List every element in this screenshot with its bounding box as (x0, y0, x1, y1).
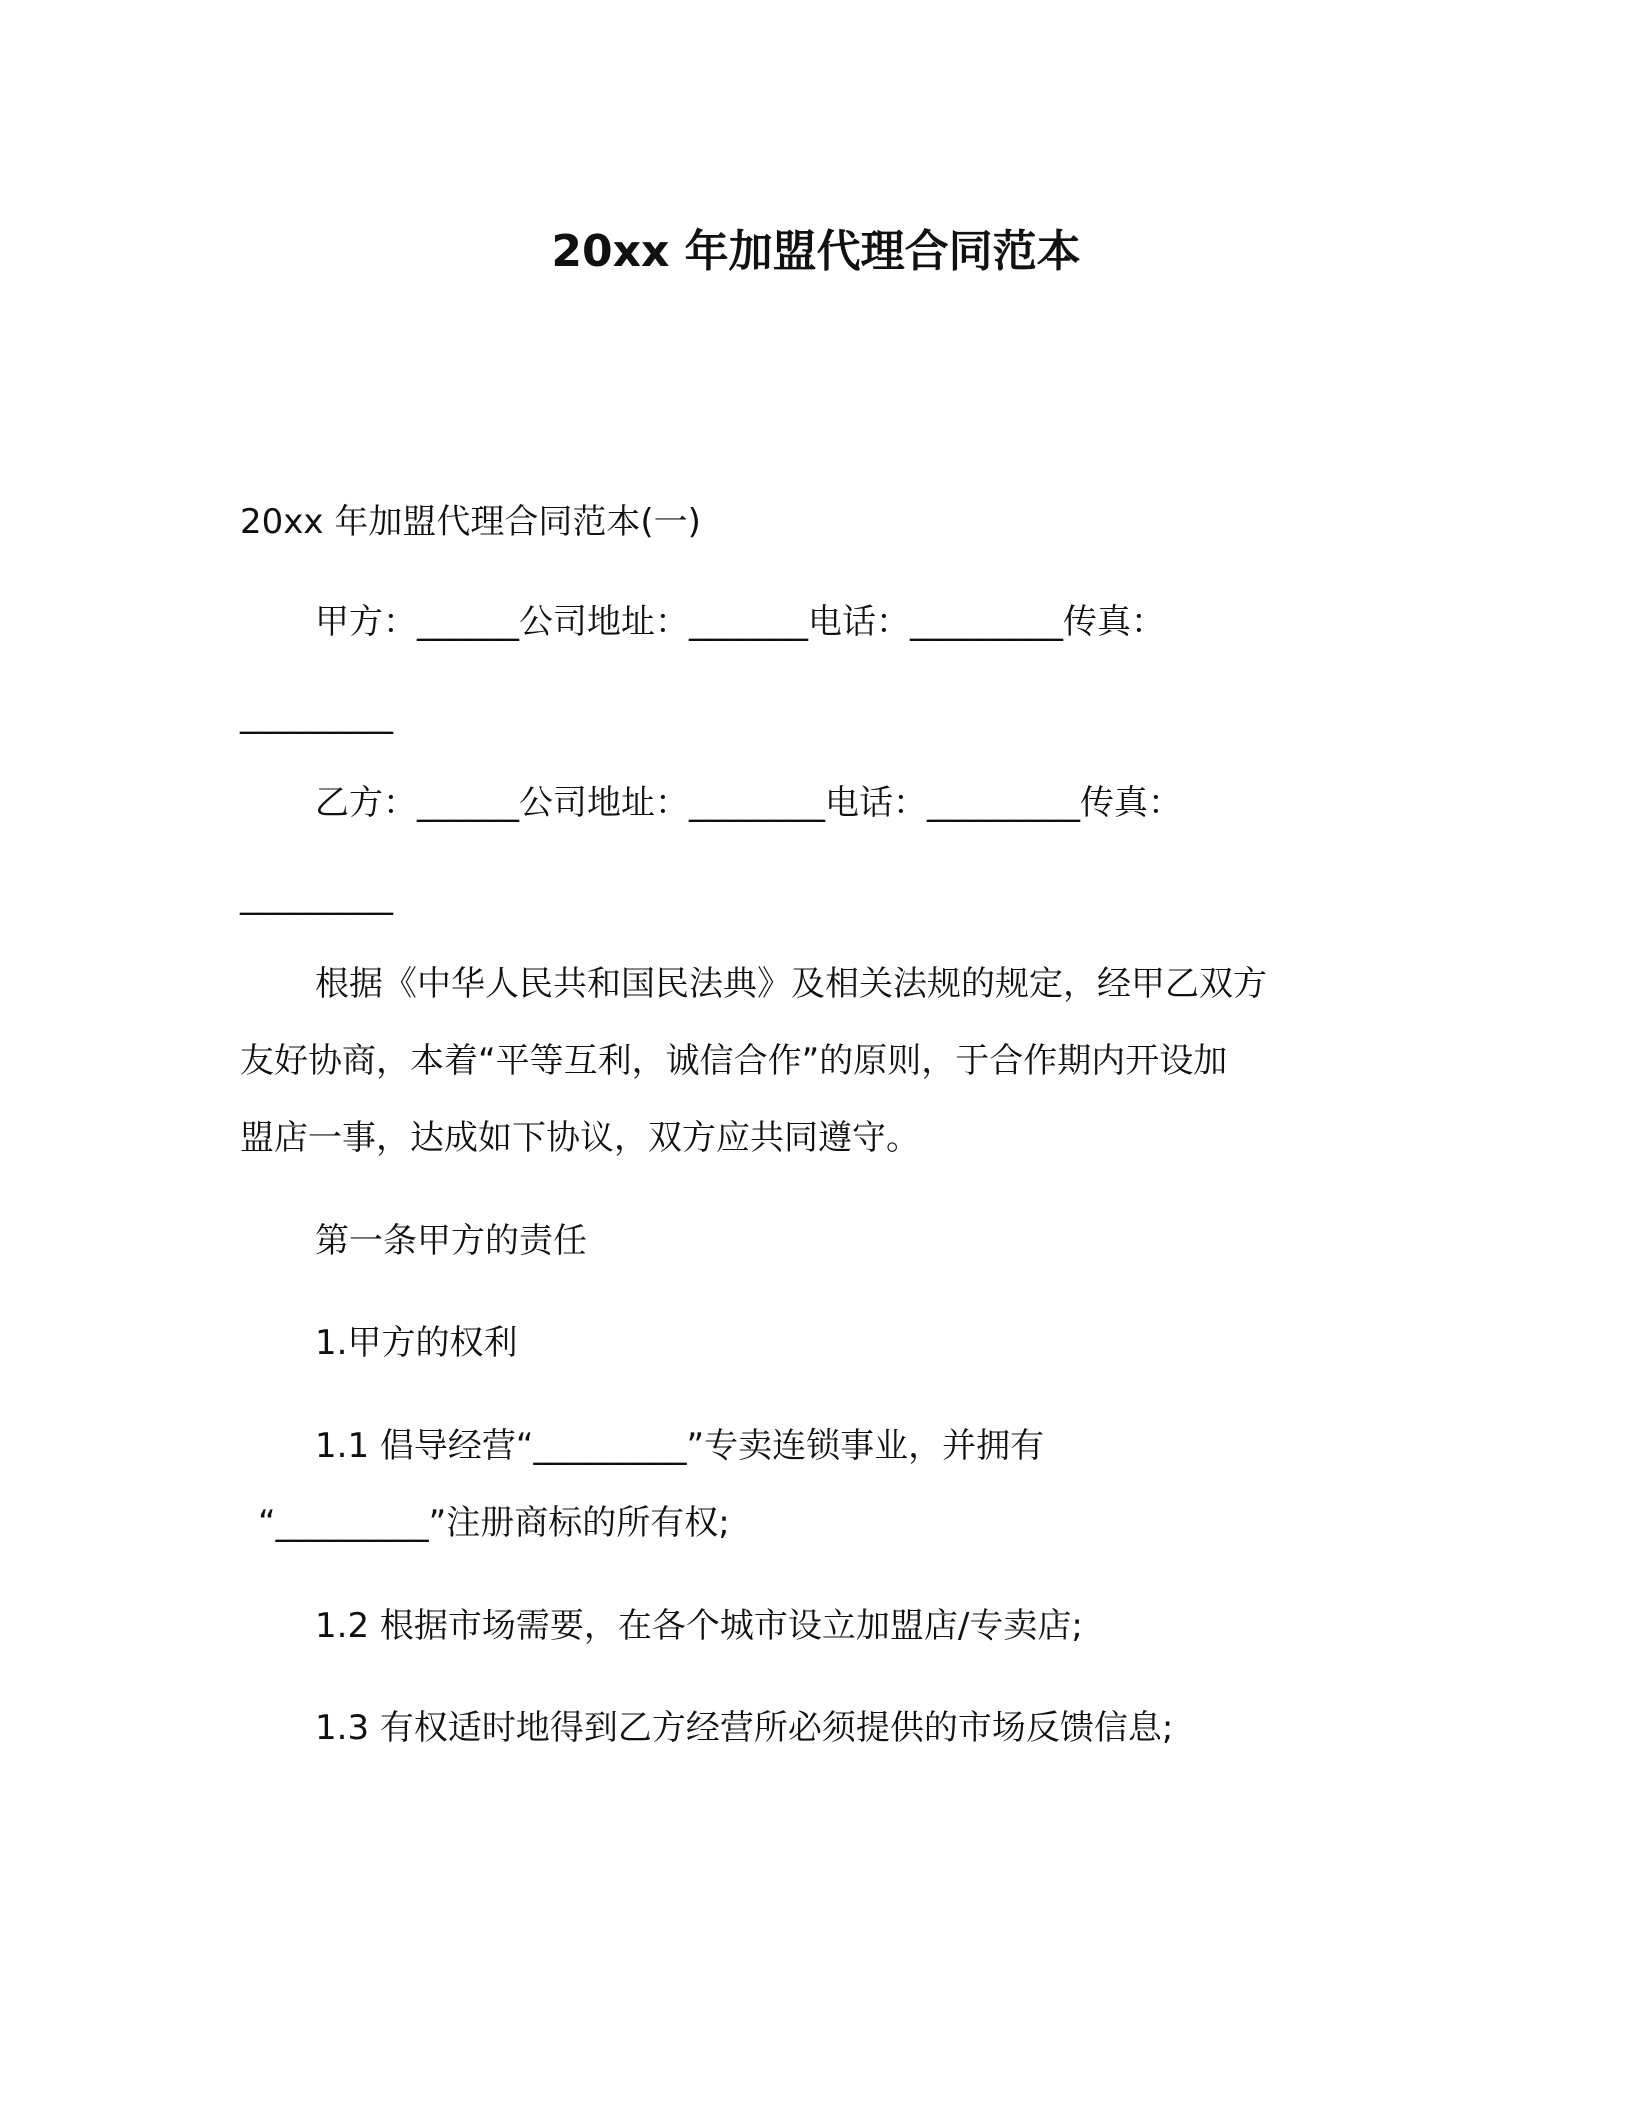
preamble-line: 友好协商，本着“平等互利，诚信合作”的原则，于合作期内开设加 (240, 1041, 1228, 1081)
section-heading: 20xx 年加盟代理合同范本(一) (240, 502, 701, 542)
party-b-line-continued: _________ (240, 876, 393, 916)
party-b-line: 乙方：______公司地址：________电话：_________传真： (315, 783, 1182, 823)
article-title: 第一条甲方的责任 (315, 1221, 587, 1261)
document-title: 20xx 年加盟代理合同范本 (551, 226, 1081, 277)
clause-1-3: 1.3 有权适时地得到乙方经营所必须提供的市场反馈信息; (315, 1708, 1174, 1748)
clause-1-1: 1.1 倡导经营“_________”专卖连锁事业，并拥有 (315, 1426, 1045, 1466)
party-a-line: 甲方：______公司地址：_______电话：_________传真： (315, 602, 1165, 642)
clause-1-2: 1.2 根据市场需要，在各个城市设立加盟店/专卖店; (315, 1606, 1083, 1646)
party-a-line-continued: _________ (240, 695, 393, 735)
clause-1-1-continued: “_________”注册商标的所有权; (258, 1503, 730, 1543)
preamble-line: 根据《中华人民共和国民法典》及相关法规的规定，经甲乙双方 (315, 964, 1267, 1004)
item-title: 1.甲方的权利 (315, 1323, 518, 1363)
preamble-line: 盟店一事，达成如下协议，双方应共同遵守。 (240, 1118, 920, 1158)
